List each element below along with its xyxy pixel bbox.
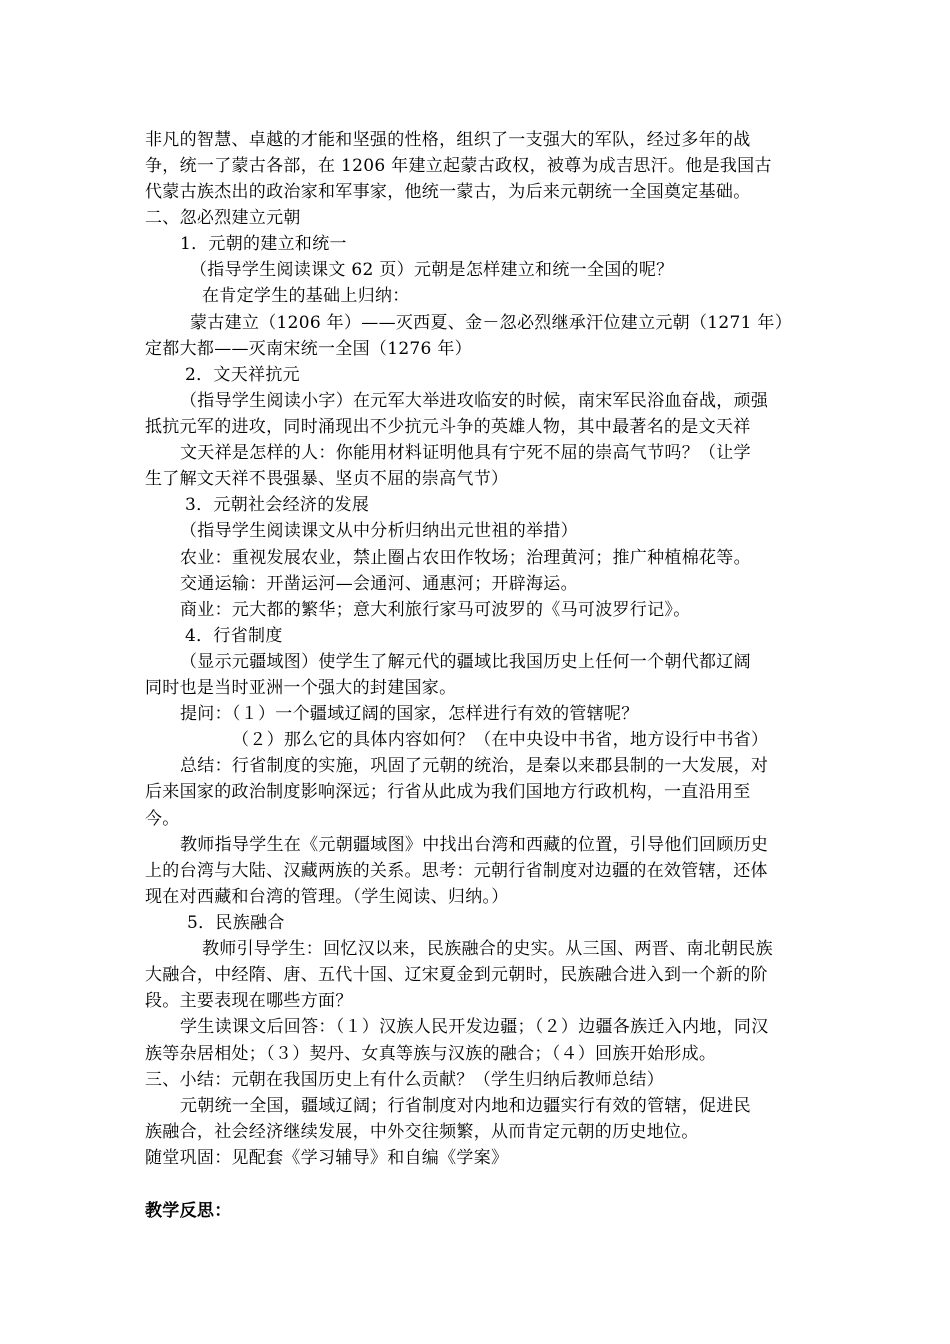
text-line: （指导学生阅读课文 62 页）元朝是怎样建立和统一全国的呢？ xyxy=(190,260,674,280)
text-line: 教师引导学生：回忆汉以来，民族融合的史实。从三国、两晋、南北朝民族 xyxy=(202,939,773,959)
text-line: 上的台湾与大陆、汉藏两族的关系。思考：元朝行省制度对边疆的在效管辖，还体 xyxy=(145,861,768,881)
section-heading: 三、小结：元朝在我国历史上有什么贡献？（学生归纳后教师总结） xyxy=(145,1070,664,1090)
text-line: 争，统一了蒙古各部，在 1206 年建立起蒙古政权，被尊为成吉思汗。他是我国古 xyxy=(145,156,772,176)
text-line: （指导学生阅读小字）在元军大举进攻临安的时候，南宋军民浴血奋战，顽强 xyxy=(180,391,769,411)
text-line: 后来国家的政治制度影响深远；行省从此成为我们国地方行政机构，一直沿用至 xyxy=(145,782,751,802)
subsection-heading: 4．行省制度 xyxy=(185,626,283,646)
text-line: 大融合，中经隋、唐、五代十国、辽宋夏金到元朝时，民族融合进入到一个新的阶 xyxy=(145,965,768,985)
subsection-heading: 2．文天祥抗元 xyxy=(185,365,300,385)
text-line: 学生读课文后回答：（１）汉族人民开发边疆；（２）边疆各族迁入内地，同汉 xyxy=(180,1017,769,1037)
section-heading: 二、忽必烈建立元朝 xyxy=(145,208,301,228)
reflection-heading: 教学反思： xyxy=(145,1201,232,1221)
text-line: （２）那么它的具体内容如何？（在中央设中书省，地方设行中书省） xyxy=(232,730,769,750)
text-line: 文天祥是怎样的人：你能用材料证明他具有宁死不屈的崇高气节吗？（让学 xyxy=(180,443,751,463)
text-line: 交通运输：开凿运河—会通河、通惠河；开辟海运。 xyxy=(180,574,578,594)
text-line: 教师指导学生在《元朝疆域图》中找出台湾和西藏的位置，引导他们回顾历史 xyxy=(180,835,769,855)
text-line: 现在对西藏和台湾的管理。（学生阅读、归纳。） xyxy=(145,887,509,907)
subsection-heading: 1．元朝的建立和统一 xyxy=(180,234,347,254)
text-line: 商业：元大都的繁华；意大利旅行家马可波罗的《马可波罗行记》。 xyxy=(180,600,691,620)
text-line: 同时也是当时亚洲一个强大的封建国家。 xyxy=(145,678,457,698)
text-line: 提问：（１）一个疆域辽阔的国家，怎样进行有效的管辖呢？ xyxy=(180,704,639,724)
text-line: 族等杂居相处；（３）契丹、女真等族与汉族的融合；（４）回族开始形成。 xyxy=(145,1044,717,1064)
text-line: 在肯定学生的基础上归纳： xyxy=(202,286,410,306)
text-line: 段。主要表现在哪些方面？ xyxy=(145,991,353,1011)
text-line: 定都大都——灭南宋统一全国（1276 年） xyxy=(145,339,472,359)
text-line: 随堂巩固：见配套《学习辅导》和自编《学案》 xyxy=(145,1148,509,1168)
text-line: 农业：重视发展农业，禁止圈占农田作牧场；治理黄河；推广种植棉花等。 xyxy=(180,548,751,568)
text-line: 抵抗元军的进攻，同时涌现出不少抗元斗争的英雄人物，其中最著名的是文天祥 xyxy=(145,417,751,437)
subsection-heading: 5．民族融合 xyxy=(187,913,285,933)
text-line: 生了解文天祥不畏强暴、坚贞不屈的崇高气节） xyxy=(145,469,509,489)
text-line: （显示元疆域图）使学生了解元代的疆域比我国历史上任何一个朝代都辽阔 xyxy=(180,652,751,672)
text-line: 代蒙古族杰出的政治家和军事家，他统一蒙古，为后来元朝统一全国奠定基础。 xyxy=(145,182,751,202)
text-line: 今。 xyxy=(145,809,180,829)
text-line: 元朝统一全国，疆域辽阔；行省制度对内地和边疆实行有效的管辖，促进民 xyxy=(180,1096,751,1116)
text-line: 非凡的智慧、卓越的才能和坚强的性格，组织了一支强大的军队，经过多年的战 xyxy=(145,130,751,150)
text-line: 总结：行省制度的实施，巩固了元朝的统治，是秦以来郡县制的一大发展，对 xyxy=(180,756,769,776)
subsection-heading: 3．元朝社会经济的发展 xyxy=(185,495,370,515)
text-line: （指导学生阅读课文从中分析归纳出元世祖的举措） xyxy=(180,521,578,541)
text-line: 族融合，社会经济继续发展，中外交往频繁，从而肯定元朝的历史地位。 xyxy=(145,1122,699,1142)
text-line: 蒙古建立（1206 年）——灭西夏、金－忽必烈继承汗位建立元朝（1271 年） xyxy=(190,313,793,333)
